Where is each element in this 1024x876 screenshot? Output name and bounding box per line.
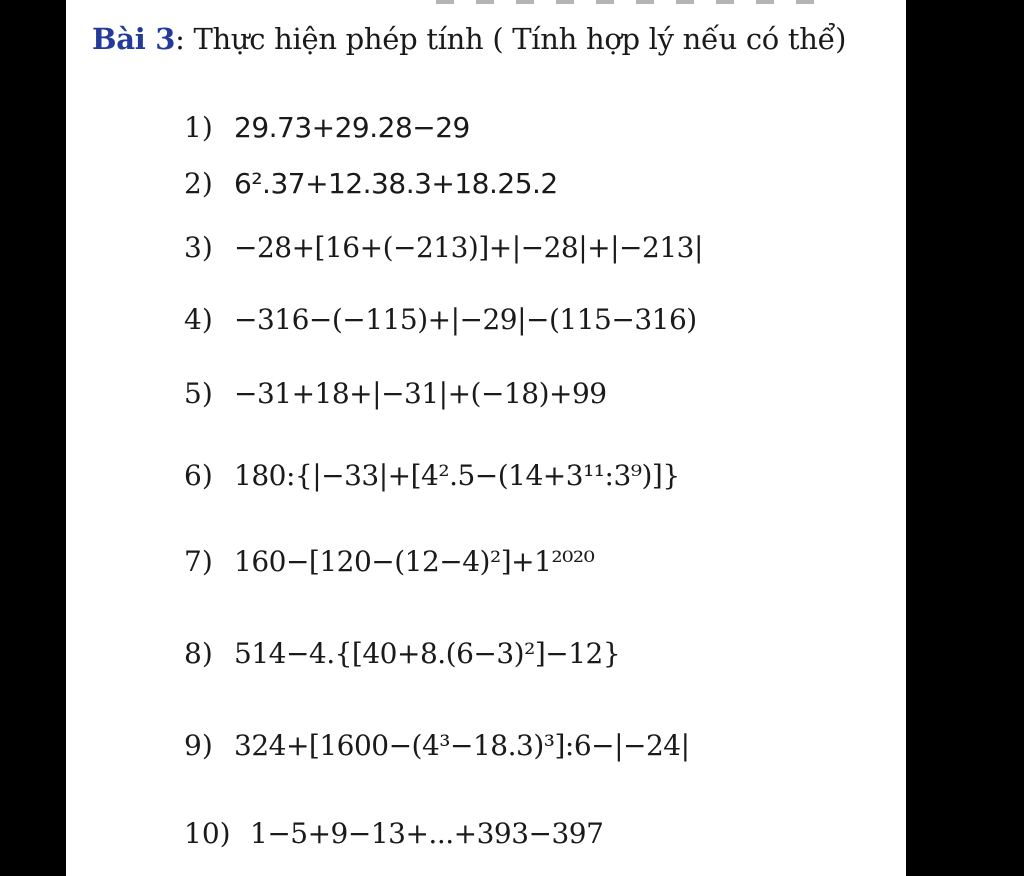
- problem-item-7: [184, 545, 595, 578]
- problem-expression: 29.73+29.28−29: [234, 111, 470, 144]
- problem-number: 1): [184, 111, 213, 144]
- problem-expression: 160−[120−(12−4)²]+1²⁰²⁰: [234, 545, 595, 578]
- problem-expression: 180:{|−33|+[4².5−(14+3¹¹:3⁹)]}: [234, 459, 680, 492]
- problem-item-6: [184, 459, 680, 492]
- problem-item-8: [184, 637, 621, 670]
- exercise-title: [92, 22, 846, 56]
- exercise-instruction: : Thực hiện phép tính ( Tính hợp lý nếu có thể): [175, 22, 847, 56]
- problem-expression: −316−(−115)+|−29|−(115−316): [234, 303, 697, 336]
- problem-item-5: [184, 377, 607, 410]
- problem-expression: −31+18+|−31|+(−18)+99: [234, 377, 607, 410]
- problem-expression: 1−5+9−13+...+393−397: [250, 817, 604, 850]
- problem-item-4: [184, 303, 697, 336]
- exercise-label: Bài 3: [92, 22, 176, 56]
- problem-expression: −28+[16+(−213)]+|−28|+|−213|: [234, 231, 703, 264]
- problem-number: 5): [184, 377, 213, 410]
- problem-number: 3): [184, 231, 213, 264]
- problem-expression: 514−4.{[40+8.(6−3)²]−12}: [234, 637, 621, 670]
- problem-number: 7): [184, 545, 213, 578]
- problem-expression: 6².37+12.38.3+18.25.2: [234, 167, 558, 200]
- problem-item-10: [184, 817, 604, 850]
- problem-item-2: [184, 167, 558, 200]
- problem-item-9: [184, 729, 690, 762]
- problem-expression: 324+[1600−(4³−18.3)³]:6−|−24|: [234, 729, 690, 762]
- problem-number: 4): [184, 303, 213, 336]
- problem-number: 2): [184, 167, 213, 200]
- problem-number: 10): [184, 817, 231, 850]
- document-page: [66, 0, 906, 876]
- problem-item-3: [184, 231, 703, 264]
- cropped-top-text: [436, 0, 836, 4]
- problem-number: 6): [184, 459, 213, 492]
- problem-item-1: [184, 111, 470, 144]
- problem-number: 8): [184, 637, 213, 670]
- problem-number: 9): [184, 729, 213, 762]
